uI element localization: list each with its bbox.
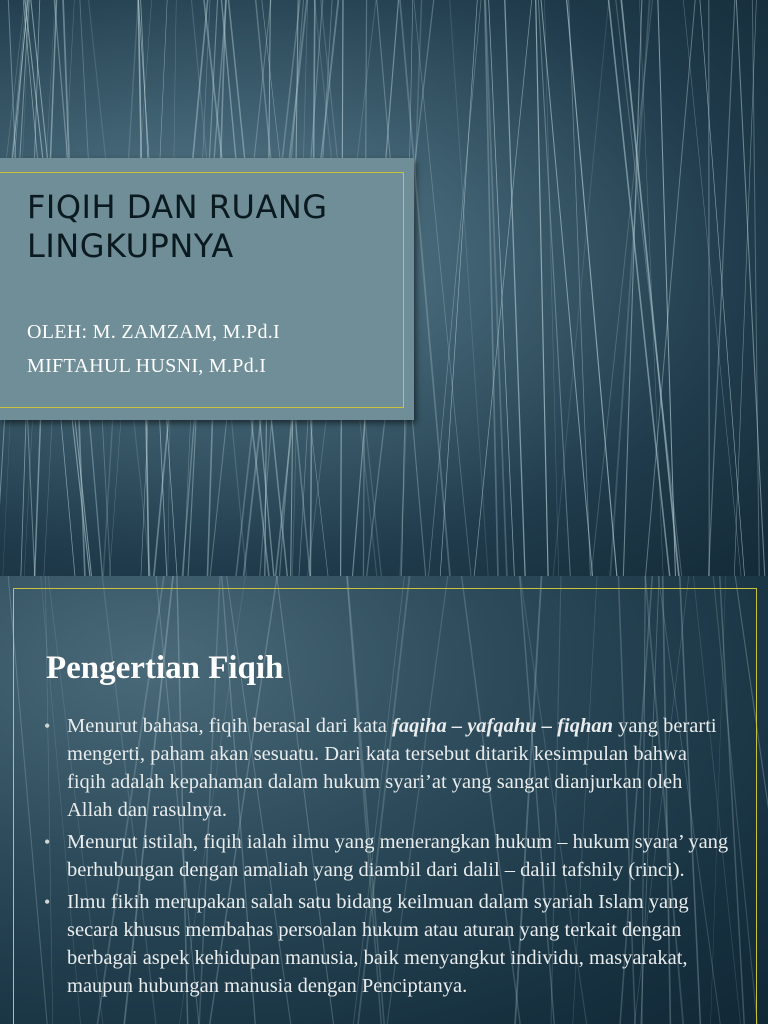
presentation-title: FIQIH DAN RUANG LINGKUPNYA: [27, 188, 328, 265]
bullet-text: Ilmu fikih merupakan salah satu bidang keilmuan dalam syariah Islam yang secara khusus membahas persoalan hukum atau aturan yang terkait dengan berbagai aspek kehidupan manusia, baik menyangkut individu, masyarakat, maupun hubungan manusia dengan Penciptanya.: [67, 891, 689, 997]
bullet-item-3: [40, 888, 730, 1000]
bullet-text: Menurut bahasa, fiqih berasal dari kata: [67, 715, 393, 737]
streak-line: [709, 0, 710, 576]
streak-line: [700, 0, 745, 576]
streak-line: [488, 0, 514, 576]
streak-line: [736, 0, 765, 576]
bullet-item-1: [40, 712, 730, 824]
streak-line: [566, 0, 617, 576]
streak-line: [428, 0, 481, 576]
etymology-term: faqiha – yafqahu – fiqhan: [392, 715, 614, 737]
streak-line: [615, 0, 682, 576]
bullet-text: yang berarti mengerti, paham akan sesuatu. Dari kata tersebut ditarik kesimpulan bahwa fiqih adalah kepahaman dalam hukum syari’at yang sangat dianjurkan oleh Allah dan rasulnya.: [67, 715, 717, 821]
streak-line: [536, 0, 549, 576]
streak-line: [440, 0, 478, 576]
author-line-2: MIFTAHUL HUSNI, M.Pd.I: [27, 355, 267, 377]
streak-line: [734, 0, 757, 576]
streak-line: [449, 0, 488, 576]
streak-line: [538, 0, 571, 576]
bullet-item-2: [40, 828, 730, 884]
streak-line: [505, 0, 526, 576]
streak-line: [569, 0, 591, 576]
bullet-list: [40, 712, 730, 1004]
content-slide: [0, 576, 768, 1024]
author-line-1: OLEH: M. ZAMZAM, M.Pd.I: [27, 321, 281, 343]
bullet-text: Menurut istilah, fiqih ialah ilmu yang menerangkan hukum – hukum syara’ yang berhubungan dengan amaliah yang diambil dari dalil – dalil tafshily (rinci).: [67, 831, 729, 881]
streak-line: [541, 0, 593, 576]
section-heading: Pengertian Fiqih: [46, 650, 284, 686]
